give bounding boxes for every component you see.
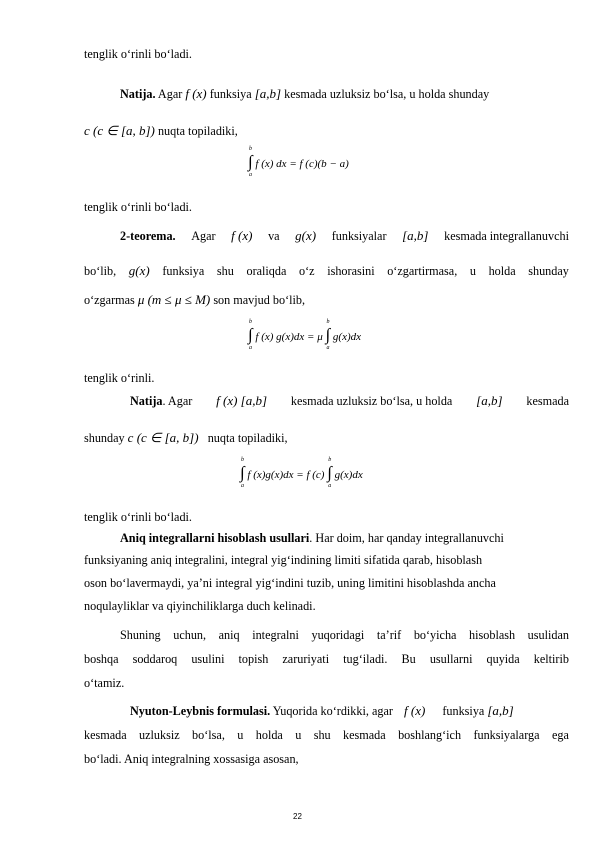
text: kesmada uzluksiz bo‘lsa, u holda shunday bbox=[284, 87, 490, 101]
text-line: funksiyaning aniq integralini, integral yig‘indining limiti sifatida qarab, hisoblash bbox=[84, 553, 483, 567]
corollary-line bbox=[120, 86, 569, 102]
text: Agar bbox=[157, 87, 183, 101]
text-line-justified: Shuning uchun, aniq integralni yuqoridagi ta’rif bo‘yicha hisoblash usulidan bbox=[120, 628, 569, 642]
page-number: 22 bbox=[293, 812, 302, 821]
corollary-line: Natija. Agar f (x) [a,b] kesmada uzluksiz bo‘lsa, u holda [a,b] kesmada bbox=[130, 393, 569, 408]
text-line: noqulayliklar va qiyinchiliklarga duch kelinadi. bbox=[84, 599, 316, 613]
text-line: tenglik o‘rinli bo‘ladi. bbox=[84, 510, 192, 524]
math-fx: f (x) bbox=[185, 86, 207, 101]
text-line: bo‘ladi. Aniq integralning xossasiga asosan, bbox=[84, 752, 299, 766]
integral-sign: ∫ b a bbox=[325, 319, 331, 351]
section-line: Aniq integrallarni hisoblash usullari. Har doim, har qanday integrallanuvchi bbox=[120, 531, 504, 545]
text: funksiya bbox=[209, 87, 252, 101]
newton-leibniz-line: Nyuton-Leybnis formulasi. Yuqorida ko‘rdikki, agar f (x) funksiya [a,b] bbox=[130, 703, 514, 718]
formula-corollary: ∫ b a f (x)g(x)dx = f (c) ∫ b a g(x)dx bbox=[240, 457, 363, 489]
text-line: shunday c (c ∈ [a, b]) nuqta topiladiki, bbox=[84, 430, 288, 445]
integral-sign: ∫ b a bbox=[248, 319, 253, 351]
text: nuqta topiladiki, bbox=[157, 124, 238, 138]
text-line-justified: bo‘lib, g(x) funksiya shu oraliqda o‘z ishorasini o‘zgartirmasa, u holda shunday bbox=[84, 263, 569, 278]
integral-sign: ∫ b a bbox=[327, 457, 332, 489]
math-c: c (c ∈ [a, b]) bbox=[84, 123, 155, 138]
theorem-line: 2-teorema. Agar f (x) va g(x) funksiyalar [a,b] kesmada integrallanuvchi bbox=[120, 228, 569, 243]
formula-second-theorem: ∫ b a f (x) g(x)dx = μ ∫ b a g(x)dx bbox=[248, 319, 361, 351]
integral-sign: ∫ b a bbox=[240, 457, 245, 489]
formula-mean-value: ∫ b a f (x) dx = f (c)(b − a) bbox=[248, 146, 349, 178]
text-line: tenglik o‘rinli bo‘ladi. bbox=[84, 200, 192, 214]
integral-sign: ∫ b a bbox=[248, 146, 253, 178]
section-heading: Aniq integrallarni hisoblash usullari bbox=[120, 531, 310, 545]
corollary-label: Natija. bbox=[120, 87, 156, 101]
section-heading: Nyuton-Leybnis formulasi. bbox=[130, 704, 271, 718]
text-line: o‘zgarmas μ (m ≤ μ ≤ M) son mavjud bo‘lib, bbox=[84, 292, 306, 307]
math-interval: [a,b] bbox=[254, 86, 282, 101]
text-line-justified: kesmada uzluksiz bo‘lsa, u holda u shu kesmada boshlang‘ich funksiyalarga ega bbox=[84, 728, 569, 742]
theorem-label: 2-teorema. bbox=[120, 229, 176, 243]
text-line: tenglik o‘rinli bo‘ladi. bbox=[84, 47, 192, 61]
text-line: o‘tamiz. bbox=[84, 676, 125, 690]
corollary-label: Natija bbox=[130, 394, 163, 408]
text-line bbox=[84, 123, 569, 139]
text-line: tenglik o‘rinli. bbox=[84, 371, 155, 385]
text-line: oson bo‘lavermaydi, ya’ni integral yig‘indini tuzib, uning limitini hisoblashda ancha bbox=[84, 576, 496, 590]
text-line-justified: boshqa soddaroq usulini topish zaruriyati tug‘iladi. Bu usullarni quyida keltirib bbox=[84, 652, 569, 666]
